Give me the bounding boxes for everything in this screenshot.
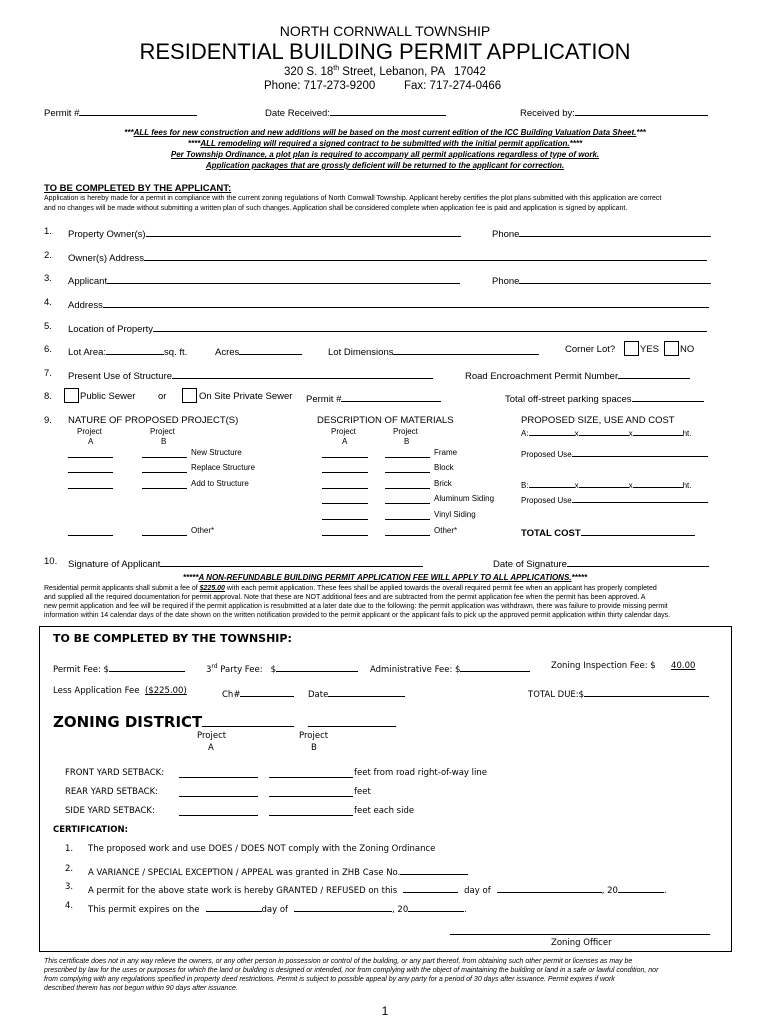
fee-date-field[interactable]: Date <box>308 686 405 700</box>
nature-heading: NATURE OF PROPOSED PROJECT(S) <box>68 415 239 426</box>
dimensions-b-field[interactable]: B: x x ht. <box>521 481 692 490</box>
check-number-field[interactable]: Ch# <box>222 686 294 700</box>
rear-setback-suffix: feet <box>354 787 371 797</box>
corner-lot-yes-checkbox[interactable] <box>624 341 639 356</box>
block-label: Block <box>434 463 454 472</box>
cert-number: 3. <box>65 882 74 892</box>
zoning-project-a-label: Project <box>197 731 227 741</box>
footer-disclaimer-line-2: prescribed by law for the uses or purposes for which the land or building is designed or intended, nor from complying with the object of maintaining the building or land in a safe or lawful condition, nor <box>44 967 659 974</box>
lot-dimensions-field[interactable]: Lot Dimensions <box>328 344 539 358</box>
location-field[interactable]: Location of Property <box>68 321 707 335</box>
project-a-letter: A <box>88 437 94 446</box>
replace-structure-a-blank[interactable] <box>68 472 113 473</box>
front-setback-a-blank[interactable] <box>179 777 258 778</box>
item-number: 7. <box>44 368 52 379</box>
less-application-fee-value: ($225.00) <box>145 686 187 696</box>
owner-phone-field[interactable]: Phone <box>492 226 711 240</box>
item-number: 8. <box>44 391 52 402</box>
present-use-field[interactable]: Present Use of Structure <box>68 368 433 382</box>
item-number: 5. <box>44 321 52 332</box>
footer-disclaimer-line-4: described therein has not begun within 90 days after issuance. <box>44 985 238 992</box>
less-application-fee-label: Less Application Fee <box>53 686 140 696</box>
zoning-district-field[interactable]: ZONING DISTRICT <box>53 711 396 731</box>
cert-granted-field[interactable]: A permit for the above state work is hereby GRANTED / REFUSED on this day of , 20 . <box>88 882 667 896</box>
third-party-fee-field[interactable]: 3rd Party Fee: $ <box>206 661 358 675</box>
size-heading: PROPOSED SIZE, USE AND COST <box>521 415 675 426</box>
project-b-letter: B <box>161 437 167 446</box>
property-owner-field[interactable]: Property Owner(s) <box>68 226 461 240</box>
replace-structure-b-blank[interactable] <box>142 472 187 473</box>
item-number: 10. <box>44 556 58 567</box>
materials-heading: DESCRIPTION OF MATERIALS <box>317 415 454 426</box>
form-title: RESIDENTIAL BUILDING PERMIT APPLICATION <box>139 39 631 64</box>
aluminum-b-blank[interactable] <box>385 503 430 504</box>
item-number: 3. <box>44 273 52 284</box>
cert-number: 2. <box>65 864 74 874</box>
dimensions-a-field[interactable]: A: x x ht. <box>521 429 692 438</box>
block-b-blank[interactable] <box>385 472 430 473</box>
signature-field[interactable]: Signature of Applicant <box>68 556 423 570</box>
replace-structure-label: Replace Structure <box>191 463 256 472</box>
permit-number-field[interactable]: Permit # <box>44 105 197 119</box>
applicant-address-field[interactable]: Address <box>68 297 709 311</box>
side-setback-b-blank[interactable] <box>269 815 353 816</box>
item-number: 6. <box>44 344 52 355</box>
footer-disclaimer-line-1: This certificate does not in any way relieve the owners, or any other person in possession or control of the building, or any part thereof, from obtaining such other permit or licenses as may be <box>44 958 633 965</box>
vinyl-label: Vinyl Siding <box>434 510 476 519</box>
side-setback-label: SIDE YARD SETBACK: <box>65 806 155 816</box>
aluminum-label: Aluminum Siding <box>434 494 495 503</box>
yes-label: YES <box>640 344 660 355</box>
other-b-blank[interactable] <box>142 535 187 536</box>
corner-lot-no-checkbox[interactable] <box>664 341 679 356</box>
fee-notice-line-3: new permit application and fee will be required if the permit application is resubmitted at a later date due to the following: the permit application was withdrawn, there was failure to provide missing permit <box>44 603 668 610</box>
add-structure-b-blank[interactable] <box>142 488 187 489</box>
front-setback-suffix: feet from road right-of-way line <box>354 768 488 778</box>
new-structure-label: New Structure <box>191 448 242 457</box>
rear-setback-b-blank[interactable] <box>269 796 353 797</box>
icc-fee-notice: ***ALL fees for new construction and new additions will be based on the most current edition of the ICC Building Valuation Data Sheet.*** <box>124 128 646 137</box>
cert-number: 1. <box>65 844 74 854</box>
rear-setback-label: REAR YARD SETBACK: <box>65 787 159 797</box>
township-phone: Phone: 717-273-9200 <box>264 80 376 92</box>
fee-notice-line-2: and supplied all the required documentation for permit approval. Note that these are NOT additional fees and are subtracted from the permit application fee when the permit has been approved. A <box>44 594 646 601</box>
material-b-label: Project <box>393 427 418 436</box>
owner-address-field[interactable]: Owner(s) Address <box>68 250 707 264</box>
township-name: NORTH CORNWALL TOWNSHIP <box>279 23 491 39</box>
cert-expires-field[interactable]: This permit expires on the day of , 20 . <box>88 901 467 915</box>
admin-fee-field[interactable]: Administrative Fee: $ <box>370 661 530 675</box>
vinyl-b-blank[interactable] <box>385 519 430 520</box>
item-number: 9. <box>44 415 52 426</box>
zoning-fee-field[interactable]: Zoning Inspection Fee: $ 40.00 <box>551 661 696 671</box>
project-b-label: Project <box>150 427 175 436</box>
side-setback-a-blank[interactable] <box>179 815 258 816</box>
permit-fee-field[interactable]: Permit Fee: $ <box>53 661 185 675</box>
lot-area-field[interactable]: Lot Area: sq. ft. <box>68 344 187 358</box>
other-a-blank[interactable] <box>68 535 113 536</box>
side-setback-suffix: feet each side <box>354 806 415 816</box>
no-label: NO <box>680 344 695 355</box>
proposed-use-b-field[interactable]: Proposed Use <box>521 494 708 505</box>
project-a-label: Project <box>77 427 102 436</box>
frame-label: Frame <box>434 448 458 457</box>
block-a-blank[interactable] <box>322 472 368 473</box>
zoning-officer-signature-line[interactable] <box>450 934 710 935</box>
proposed-use-a-field[interactable]: Proposed Use <box>521 448 708 459</box>
brick-b-blank[interactable] <box>385 488 430 489</box>
other-material-b-blank[interactable] <box>385 535 430 536</box>
total-cost-field[interactable]: TOTAL COST <box>521 525 695 539</box>
certification-heading: CERTIFICATION: <box>53 825 128 835</box>
aluminum-a-blank[interactable] <box>322 503 368 504</box>
front-setback-label: FRONT YARD SETBACK: <box>65 768 165 778</box>
item-number: 2. <box>44 250 52 261</box>
vinyl-a-blank[interactable] <box>322 519 368 520</box>
applicant-section-heading: TO BE COMPLETED BY THE APPLICANT: <box>44 183 232 194</box>
cert-compliance-text: The proposed work and use DOES / DOES NOT comply with the Zoning Ordinance <box>88 844 436 854</box>
item-number: 1. <box>44 226 52 237</box>
fee-notice-line-1: Residential permit applicants shall submit a fee of $225.00 with each permit application. These fees shall be applied towards the overall required permit fee when an applicant has properly completed <box>44 585 657 592</box>
plot-plan-notice: Per Township Ordinance, a plot plan is required to accompany all permit applications regardless of type of work. <box>170 150 600 159</box>
add-structure-a-blank[interactable] <box>68 488 113 489</box>
received-by-field[interactable]: Received by: <box>520 105 708 119</box>
zoning-project-b-label: Project <box>299 731 329 741</box>
frame-a-blank[interactable] <box>322 457 368 458</box>
other-project-label: Other* <box>191 526 215 535</box>
township-section-heading: TO BE COMPLETED BY THE TOWNSHIP: <box>53 632 292 645</box>
public-sewer-checkbox[interactable] <box>64 388 79 403</box>
corner-lot-label: Corner Lot? <box>565 344 616 355</box>
signature-date-field[interactable]: Date of Signature <box>493 556 709 570</box>
cert-variance-field[interactable]: A VARIANCE / SPECIAL EXCEPTION / APPEAL was granted in ZHB Case No. <box>88 864 468 878</box>
fee-notice-line-4: information within 14 calendar days of the date shown on the written notification provided to the permit applicant or the applicant fails to pick up the approved permit application within thirty calendar days. <box>44 612 671 619</box>
onsite-sewer-checkbox[interactable] <box>182 388 197 403</box>
zoning-project-b-letter: B <box>311 743 317 753</box>
fee-notice-title: *****A NON-REFUNDABLE BUILDING PERMIT APPLICATION FEE WILL APPLY TO ALL APPLICATIONS.***** <box>182 573 588 582</box>
applicant-intro-line-2: and no changes will be made without submitting a written plan of such changes. Application shall be considered complete when application fee is paid and application is signed by applicant. <box>44 205 628 212</box>
footer-disclaimer-line-3: from complying with any regulations specified in property deed restrictions. Permit is subject to possible appeal by any party for a period of 30 days after issuance. Permit expires if work <box>44 976 615 983</box>
onsite-sewer-label: On Site Private Sewer <box>199 391 293 402</box>
new-structure-b-blank[interactable] <box>142 457 187 458</box>
material-a-label: Project <box>331 427 356 436</box>
parking-spaces-field[interactable]: Total off-street parking spaces <box>505 391 704 405</box>
material-a-letter: A <box>342 437 348 446</box>
page-number: 1 <box>381 1004 389 1018</box>
material-b-letter: B <box>404 437 410 446</box>
township-fax: Fax: 717-274-0466 <box>404 80 502 92</box>
cert-number: 4. <box>65 901 74 911</box>
date-received-field[interactable]: Date Received: <box>265 105 446 119</box>
or-label: or <box>158 391 167 402</box>
other-material-label: Other* <box>434 526 458 535</box>
brick-label: Brick <box>434 479 452 488</box>
frame-b-blank[interactable] <box>385 457 430 458</box>
total-due-field[interactable]: TOTAL DUE:$ <box>528 686 709 700</box>
other-material-a-blank[interactable] <box>322 535 368 536</box>
deficient-notice: Application packages that are grossly deficient will be returned to the applicant for correction. <box>205 161 565 170</box>
public-sewer-label: Public Sewer <box>80 391 136 402</box>
add-structure-label: Add to Structure <box>191 479 249 488</box>
item-number: 4. <box>44 297 52 308</box>
new-structure-a-blank[interactable] <box>68 457 113 458</box>
sewer-permit-field[interactable]: Permit # <box>306 391 441 405</box>
zoning-project-a-letter: A <box>208 743 214 753</box>
applicant-phone-field[interactable]: Phone <box>492 273 711 287</box>
rear-setback-a-blank[interactable] <box>179 796 258 797</box>
road-encroachment-field[interactable]: Road Encroachment Permit Number <box>465 368 690 382</box>
brick-a-blank[interactable] <box>322 488 368 489</box>
zoning-officer-label: Zoning Officer <box>551 938 612 948</box>
acres-field[interactable]: Acres <box>215 344 302 358</box>
township-address: 320 S. 18th Street, Lebanon, PA 17042 <box>284 65 486 78</box>
applicant-intro-line-1: Application is hereby made for a permit in compliance with the current zoning regulations of North Cornwall Township. Applicant hereby certifies the plot plans submitted with this application are correct <box>44 195 662 202</box>
applicant-field[interactable]: Applicant <box>68 273 460 287</box>
front-setback-b-blank[interactable] <box>269 777 353 778</box>
remodeling-notice: ****ALL remodeling will required a signed contract to be submitted with the initial permit application.**** <box>187 139 583 148</box>
